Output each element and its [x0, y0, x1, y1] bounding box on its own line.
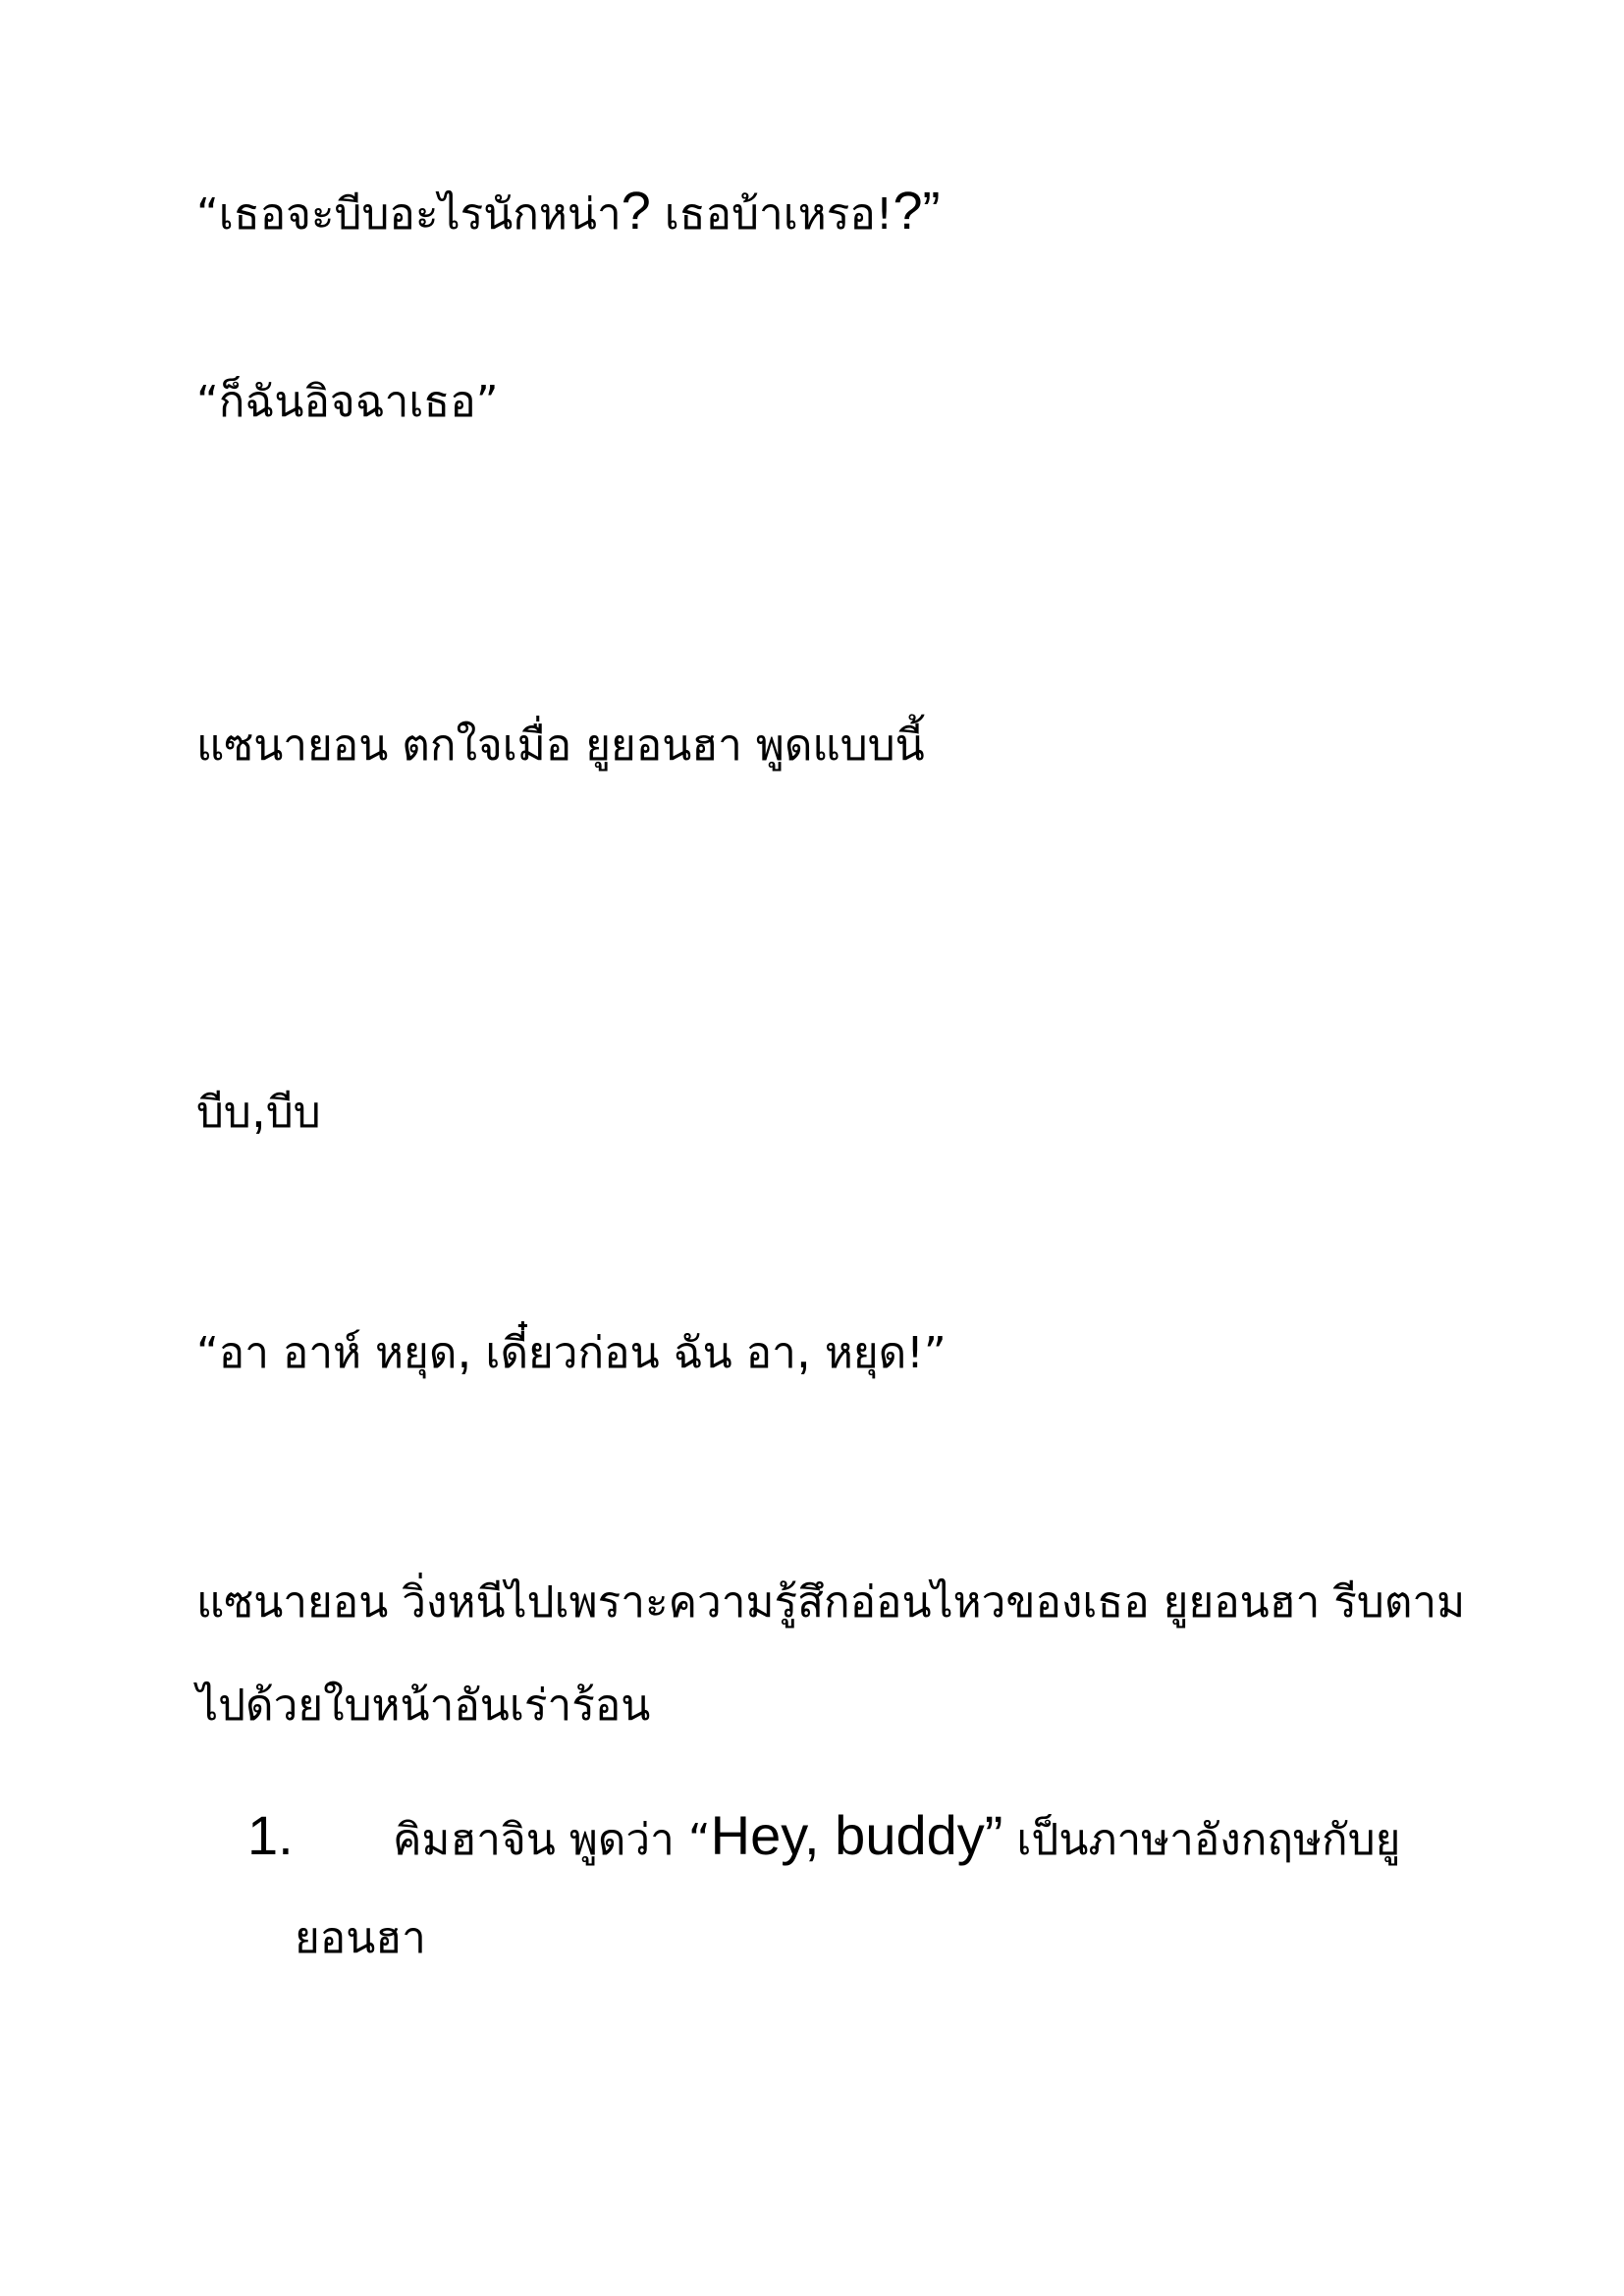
sound-effect-line — [196, 1080, 321, 1143]
dialogue-3-part-1: “อา อาห์ หยุด — [196, 1328, 458, 1378]
sound-effect-1: บีบ — [196, 1088, 251, 1138]
dialogue-line-1 — [196, 182, 940, 244]
list-item-text — [196, 1787, 1473, 1988]
comma: , — [457, 1320, 472, 1379]
dialogue-1-text: “เธอจะบีบอะไรนักหน่า — [196, 189, 622, 240]
numbered-list-item — [196, 1787, 1473, 1988]
dialogue-line-3 — [196, 1320, 947, 1383]
dialogue-3-part-2: เดี๋ยวก่อน ฉัน อา — [471, 1328, 796, 1378]
dialogue-line-2: “ก็ฉันอิจฉาเธอ” — [196, 377, 499, 427]
sound-effect-2: บีบ — [265, 1088, 321, 1138]
dialogue-1-text-2: เธอบ้าเหรอ! — [650, 189, 893, 240]
comma: , — [250, 1080, 266, 1139]
narration-paragraph: แซนายอน วิ่งหนีไปเพราะความรู้สึกอ่อนไหวของเธอ ยูยอนฮา รีบตามไปด้วยใบหน้าอันเร่าร้อน — [196, 1577, 1466, 1731]
dialogue-3-part-3: หยุด!” — [810, 1328, 947, 1378]
question-mark-quote: ?” — [893, 182, 941, 240]
list-text-before: คิมฮาจิน พูดว่า “ — [393, 1815, 711, 1865]
question-mark: ? — [621, 182, 651, 240]
list-number: 1. — [247, 1804, 294, 1866]
english-phrase: Hey, buddy” — [710, 1804, 1003, 1866]
list-text-after: เป็นภาษาอังกฤษกับยูยอนฮา — [295, 1815, 1401, 1963]
comma: , — [795, 1320, 811, 1379]
narration-line-1: แซนายอน ตกใจเมื่อ ยูยอนฮา พูดแบบนี้ — [196, 721, 925, 771]
